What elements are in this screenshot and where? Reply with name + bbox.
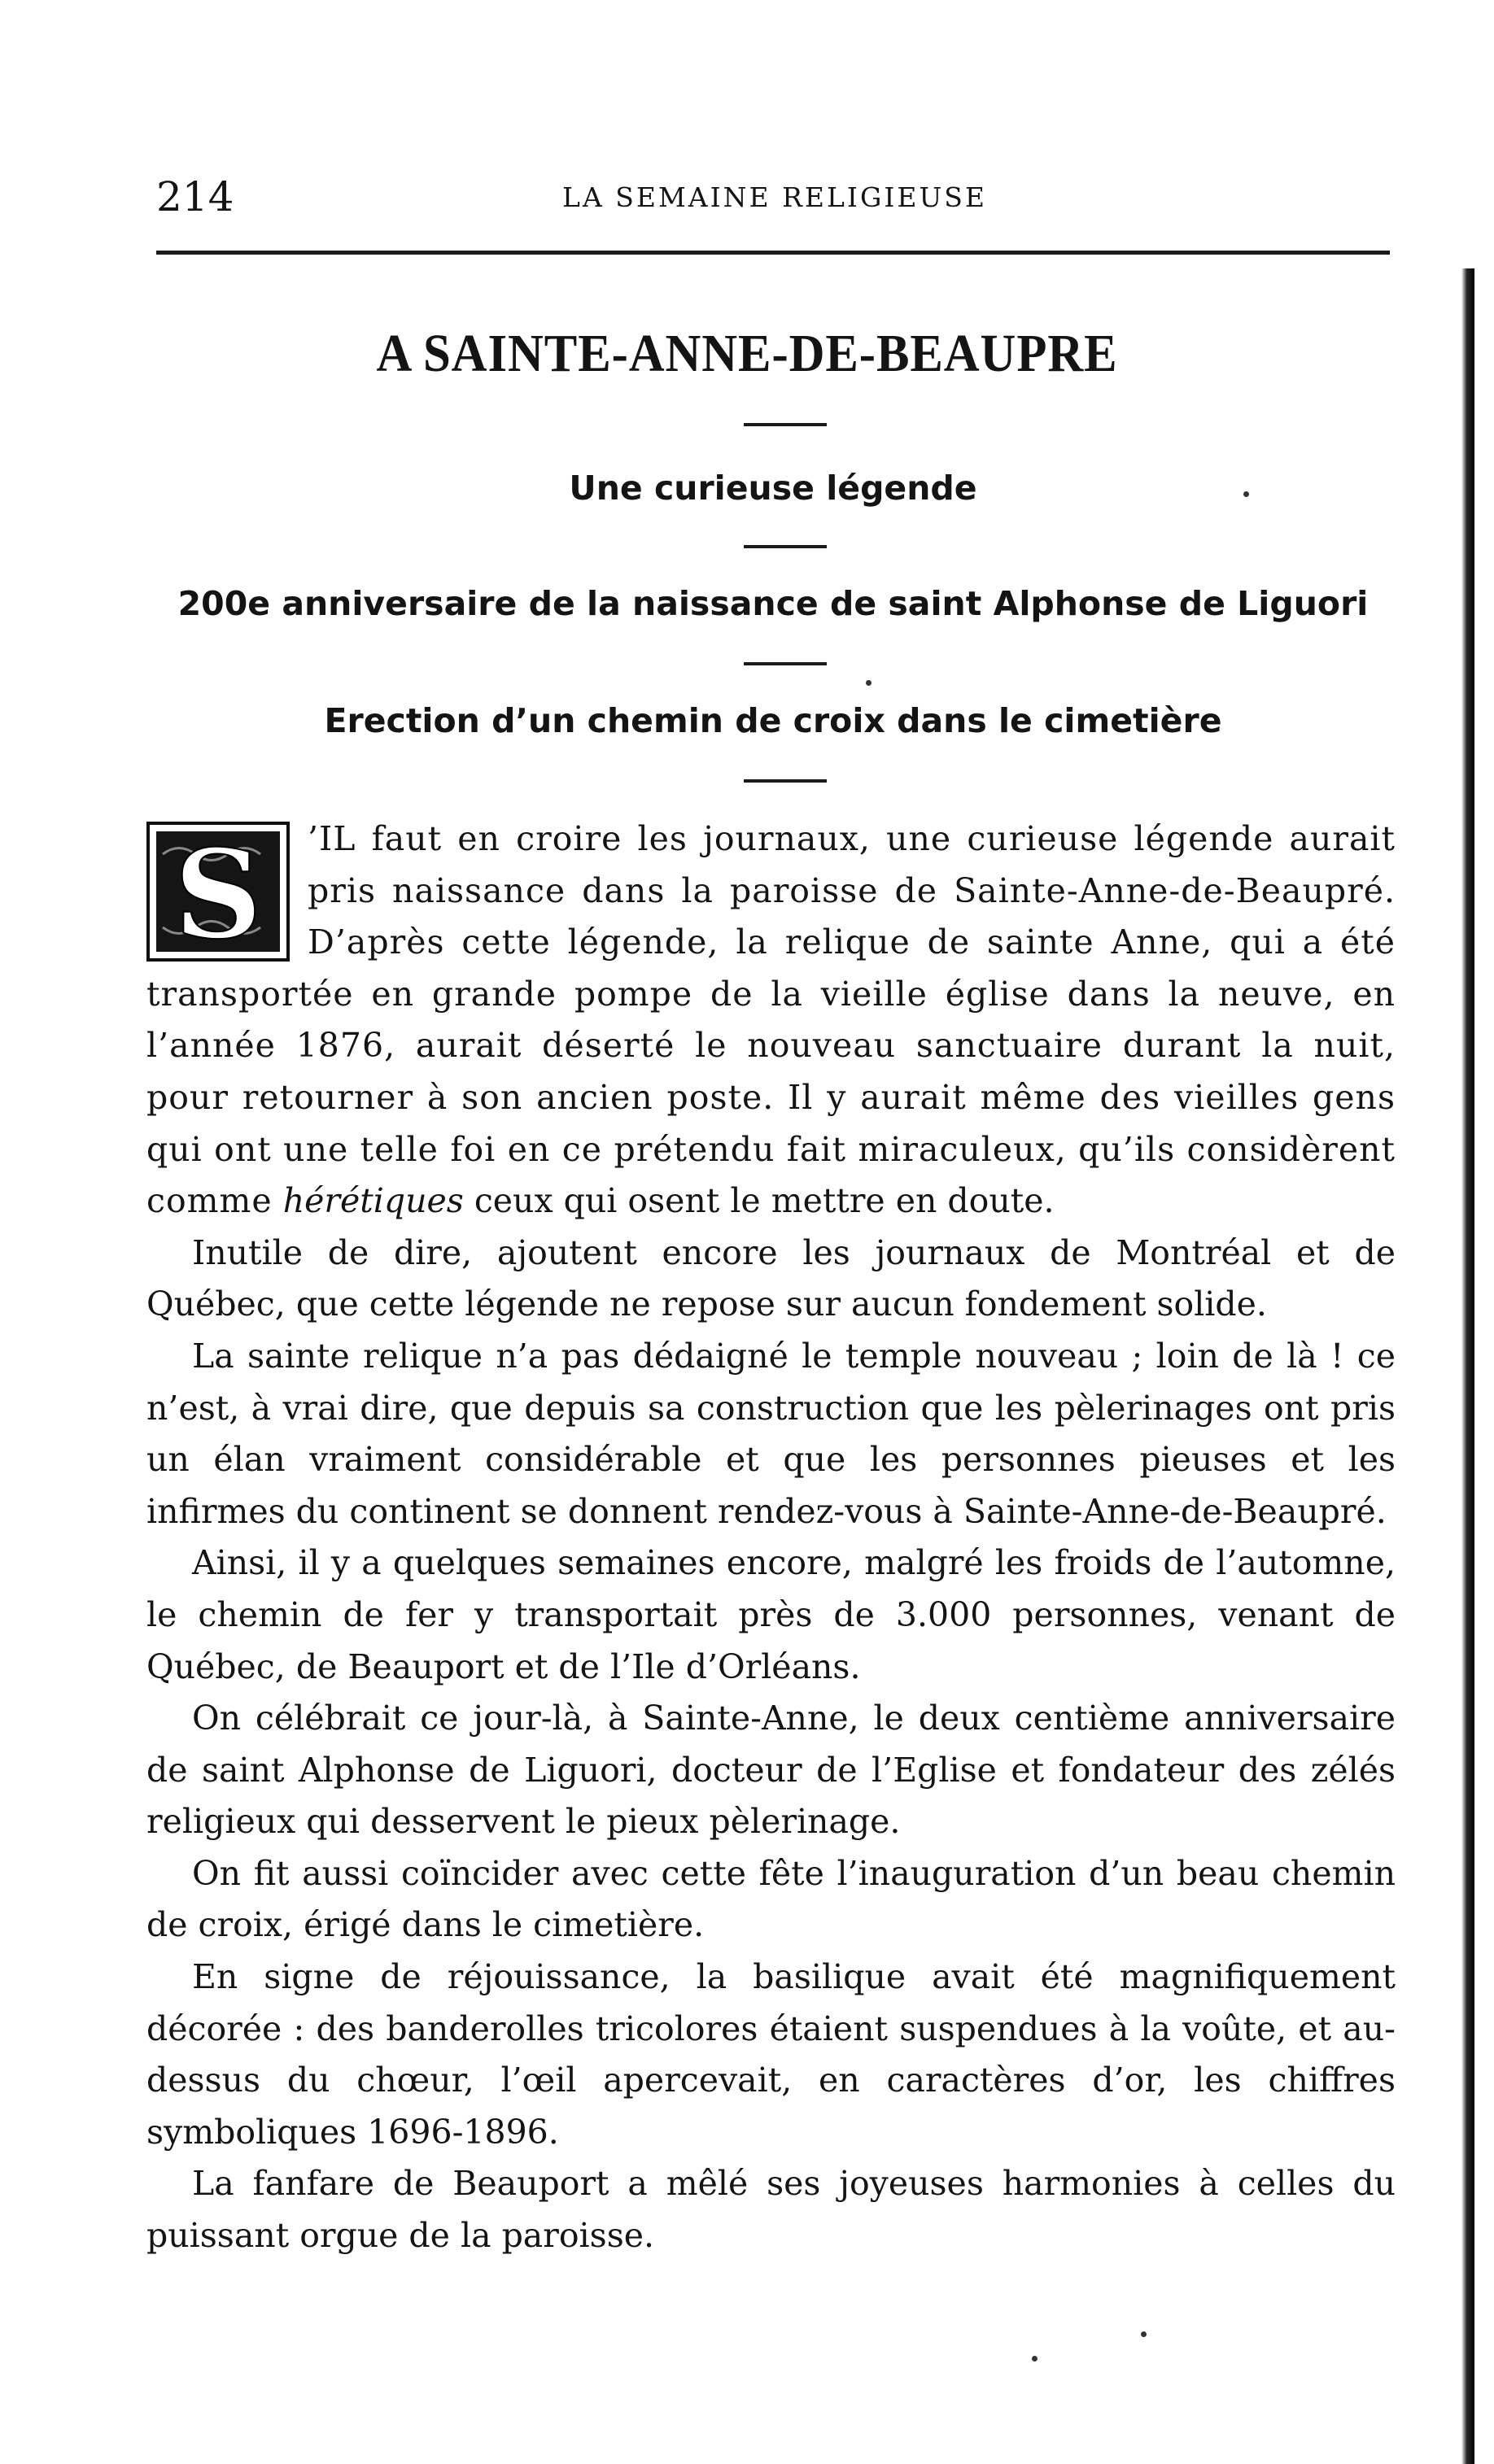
dropcap-letter: S xyxy=(173,823,263,962)
subhead-way-of-cross: Erection d’un chemin de croix dans le cimetière xyxy=(324,701,1222,740)
subhead-legend: Une curieuse légende xyxy=(569,469,977,508)
paragraph-8: La fanfare de Beauport a mêlé ses joyeuses harmonies à celles du puissant orgue de la paroisse. xyxy=(146,2164,1396,2256)
ink-speck xyxy=(866,680,872,686)
subhead-divider xyxy=(744,662,827,665)
ornamental-dropcap xyxy=(146,822,290,962)
page-number: 214 xyxy=(156,173,234,220)
paragraph-2: Inutile de dire, ajoutent encore les journaux de Montréal et de Québec, que cette légende ne repose sur aucun fondement solide. xyxy=(146,1232,1396,1324)
running-title: LA SEMAINE RELIGIEUSE xyxy=(562,181,987,213)
subhead-divider xyxy=(744,779,827,783)
paragraph-3: La sainte relique n’a pas dédaigné le temple nouveau ; loin de là ! ce n’est, à vrai dire, que depuis sa construction que les pèlerinages ont pris un élan vraiment considérable et que les personnes pieuses et les infirmes du continent se donnent rendez-vous à Sainte-Anne-de-Beaupré. xyxy=(146,1336,1396,1531)
ink-speck xyxy=(1243,491,1249,497)
paragraph-7: En signe de réjouissance, la basilique avait été magnifiquement décorée : des banderolles tricolores étaient suspendues à la voûte, et au-dessus du chœur, l’œil apercevait, en caractères d’or, les chiffres symboliques 1696-1896. xyxy=(146,1957,1396,2152)
ink-speck xyxy=(1032,2356,1038,2362)
paragraph-5: On célébrait ce jour-là, à Sainte-Anne, le deux centième anniversaire de saint Alphonse de Liguori, docteur de l’Eglise et fondateur des zélés religieux qui desservent le pieux pèlerinage. xyxy=(146,1699,1396,1842)
italic-word: hérétiques xyxy=(282,1181,464,1221)
paragraph-1-end: ceux qui osent le mettre en doute. xyxy=(463,1181,1055,1221)
page-edge-shadow xyxy=(1461,268,1474,2464)
paragraph-6: On fit aussi coïncider avec cette fête l’inauguration d’un beau chemin de croix, érigé dans le cimetière. xyxy=(146,1853,1396,1945)
title-divider xyxy=(744,423,827,426)
article-body xyxy=(146,813,1396,2262)
paragraph-1-text: ’IL faut en croire les journaux, une curieuse légende aurait pris naissance dans la paroisse de Sainte-Anne-de-Beaupré. D’après cette légende, la relique de sainte Anne, qui a été transportée en grande pompe de la vieille église dans la neuve, en l’année 1876, aurait déserté le nouveau sanctuaire durant la nuit, pour retourner à son ancien poste. Il y aurait même des vieilles gens qui ont une telle foi en ce prétendu fait miraculeux, qu’ils considèrent comme xyxy=(146,819,1396,1221)
header-rule xyxy=(156,251,1390,255)
paragraph-4: Ainsi, il y a quelques semaines encore, malgré les froids de l’automne, le chemin de fer y transportait près de 3.000 personnes, venant de Québec, de Beauport et de l’Ile d’Orléans. xyxy=(146,1543,1396,1686)
page-header xyxy=(156,172,1393,221)
ink-speck xyxy=(1141,2331,1147,2337)
paragraph-1 xyxy=(146,813,1396,1228)
article-title: A SAINTE-ANNE-DE-BEAUPRE xyxy=(376,324,1118,383)
subhead-anniversary: 200e anniversaire de la naissance de saint Alphonse de Liguori xyxy=(177,584,1369,623)
subhead-divider xyxy=(744,545,827,548)
